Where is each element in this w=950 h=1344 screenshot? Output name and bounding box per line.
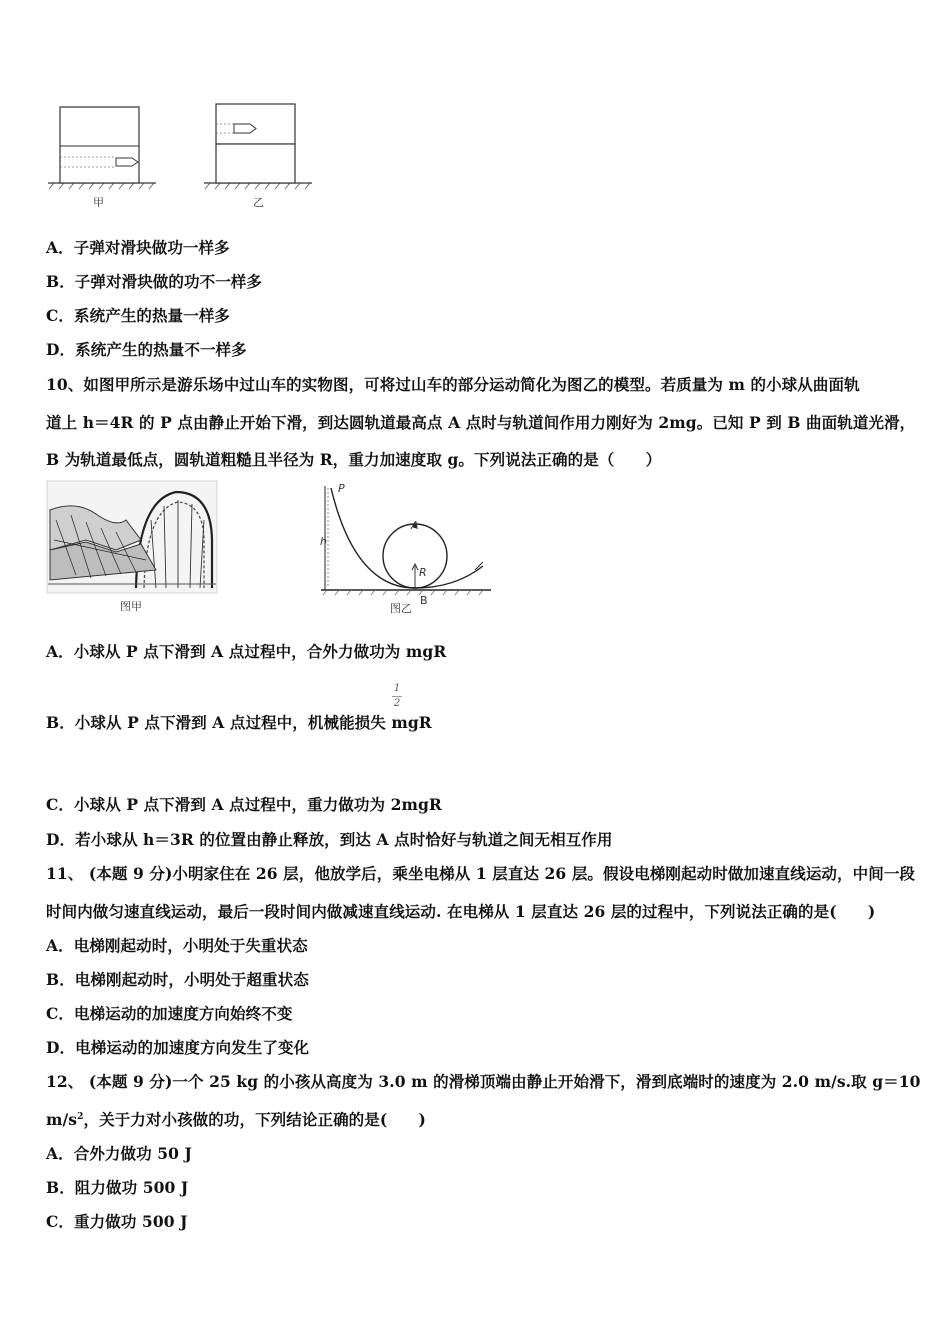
q10-label-p: P (338, 482, 345, 495)
q10-fraction-bar (392, 696, 402, 697)
q10-option-d: D．若小球从 h＝3R 的位置由静止释放，到达 A 点时恰好与轨道之间无相互作用 (46, 830, 613, 849)
q9-option-c: C．系统产生的热量一样多 (46, 306, 231, 325)
q10-model-figure (315, 478, 495, 598)
q9-figure-jia (44, 100, 164, 195)
q10-option-a: A．小球从 P 点下滑到 A 点过程中，合外力做功为 mgR (46, 642, 447, 661)
q12-stem-rest: ，关于力对小孩做的功，下列结论正确的是( ) (83, 1110, 426, 1129)
q11-option-d: D．电梯运动的加速度方向发生了变化 (46, 1038, 310, 1057)
q12-stem-superscript: 2 (77, 1111, 84, 1122)
q10-option-c: C．小球从 P 点下滑到 A 点过程中，重力做功为 2mgR (46, 795, 442, 814)
q12-stem-unit: m/s (46, 1110, 78, 1129)
q9-label-yi: 乙 (253, 196, 264, 209)
q9-figure-yi (200, 100, 320, 195)
q11-option-b: B．电梯刚起动时，小明处于超重状态 (46, 970, 309, 989)
q12-stem-line-2 (46, 1108, 426, 1130)
q9-label-jia: 甲 (93, 196, 104, 209)
q10-stem-line-1: 10、如图甲所示是游乐场中过山车的实物图，可将过山车的部分运动简化为图乙的模型。若质量为 m 的小球从曲面轨 (46, 375, 860, 394)
q11-option-a: A．电梯刚起动时，小明处于失重状态 (46, 936, 308, 955)
q9-option-b: B．子弹对滑块做的功不一样多 (46, 272, 263, 291)
q9-option-d: D．系统产生的热量不一样多 (46, 340, 247, 359)
q10-label-r: R (419, 566, 427, 579)
q10-label-b: B (420, 594, 428, 607)
q12-option-a: A．合外力做功 50 J (46, 1144, 192, 1163)
q10-stem-line-3: B 为轨道最低点，圆轨道粗糙且半径为 R，重力加速度取 g。下列说法正确的是（ ） (46, 450, 662, 469)
q10-fraction-denominator: 2 (393, 698, 401, 709)
q10-label-h: h (320, 535, 327, 548)
q12-option-b: B．阻力做功 500 J (46, 1178, 189, 1197)
q12-stem-line-1: 12、 (本题 9 分)一个 25 kg 的小孩从高度为 3.0 m 的滑梯顶端由静止开始滑下，滑到底端时的速度为 2.0 m/s.取 g＝10 (46, 1072, 921, 1091)
q10-stem-line-2: 道上 h＝4R 的 P 点由静止开始下滑，到达圆轨道最高点 A 点时与轨道间作用力刚好为 2mg。已知 P 到 B 曲面轨道光滑， (46, 413, 916, 432)
q10-fraction-numerator: 1 (393, 683, 401, 694)
q10-photo-label: 图甲 (120, 600, 142, 613)
q10-option-b: B．小球从 P 点下滑到 A 点过程中，机械能损失 mgR (46, 713, 432, 732)
q11-option-c: C．电梯运动的加速度方向始终不变 (46, 1004, 293, 1023)
q11-stem-line-2: 时间内做匀速直线运动，最后一段时间内做减速直线运动. 在电梯从 1 层直达 26 层的过程中，下列说法正确的是( ) (46, 902, 876, 921)
q10-label-a: A (411, 519, 419, 532)
q10-photo-figure (46, 480, 218, 595)
q11-stem-line-1: 11、 (本题 9 分)小明家住在 26 层，他放学后，乘坐电梯从 1 层直达 26 层。假设电梯刚起动时做加速直线运动，中间一段 (46, 864, 916, 883)
q10-model-label: 图乙 (390, 602, 412, 615)
q12-option-c: C．重力做功 500 J (46, 1212, 188, 1231)
q9-option-a: A．子弹对滑块做功一样多 (46, 238, 230, 257)
